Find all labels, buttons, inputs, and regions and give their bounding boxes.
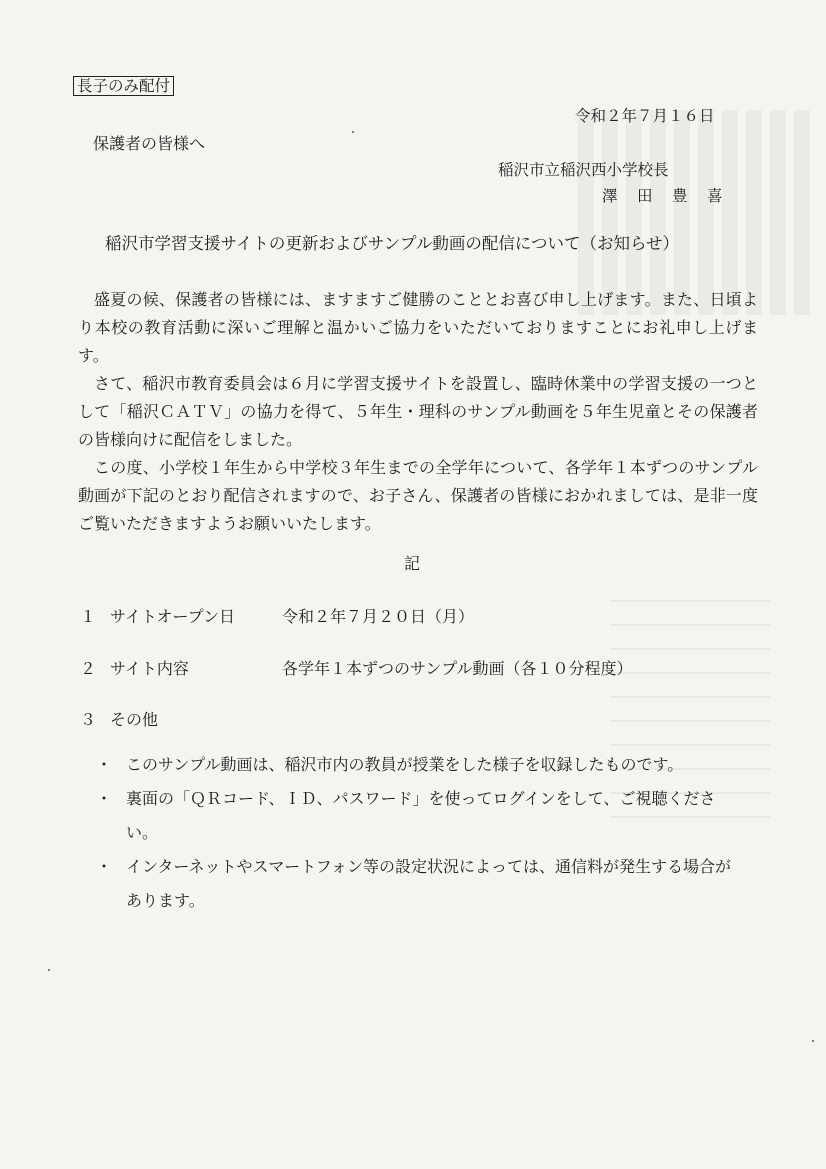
paragraph-announcement: この度、小学校１年生から中学校３年生までの全学年について、各学年１本ずつのサンプル動画が下記のとおり配信されますので、お子さん、保護者の皆様におかれましては、是非一度ご覧いただきますようお願いいたします。: [78, 458, 758, 533]
sender-school: 稲沢市立稲沢西小学校長: [498, 161, 669, 179]
scan-speck: [48, 969, 50, 971]
list-item-site-open-date: １ サイトオープン日 令和２年７月２０日（月）: [80, 607, 475, 626]
list-item: ・ このサンプル動画は、稲沢市内の教員が授業をした様子を収録したものです。: [96, 755, 684, 774]
document-title: 稲沢市学習支援サイトの更新およびサンプル動画の配信について（お知らせ）: [105, 234, 680, 253]
distribution-note: 長子のみ配付: [73, 76, 174, 96]
sender-name: 澤 田 豊 喜: [602, 187, 725, 205]
paragraph-greeting: 盛夏の候、保護者の皆様には、ますますご健勝のこととお喜び申し上げます。また、日頃より本校の教育活動に深いご理解と温かいご協力をいただいておりますことにお礼申し上げます。: [78, 290, 758, 365]
scan-speck: [812, 1040, 814, 1042]
recipient: 保護者の皆様へ: [93, 134, 206, 153]
paragraph-background: さて、稲沢市教育委員会は６月に学習支援サイトを設置し、臨時休業中の学習支援の一つとして「稲沢ＣＡＴＶ」の協力を得て、５年生・理科のサンプル動画を５年生児童とその保護者の皆様向けに配信をしました。: [78, 374, 758, 449]
list-item: ・ インターネットやスマートフォン等の設定状況によっては、通信料が発生する場合があります。: [96, 857, 731, 910]
reverse-show-through: [578, 110, 818, 315]
notes-list: [96, 748, 736, 918]
list-item-site-content: ２ サイト内容 各学年１本ずつのサンプル動画（各１０分程度）: [80, 659, 633, 678]
date: 令和２年７月１６日: [575, 107, 715, 125]
ki-heading: 記: [404, 554, 421, 573]
body-text: [78, 286, 758, 538]
list-item: ・ 裏面の「ＱＲコード、ＩＤ、パスワード」を使ってログインをして、ご視聴ください。: [96, 789, 716, 842]
list-item-other: ３ その他: [80, 710, 159, 729]
scan-speck: [352, 131, 354, 133]
